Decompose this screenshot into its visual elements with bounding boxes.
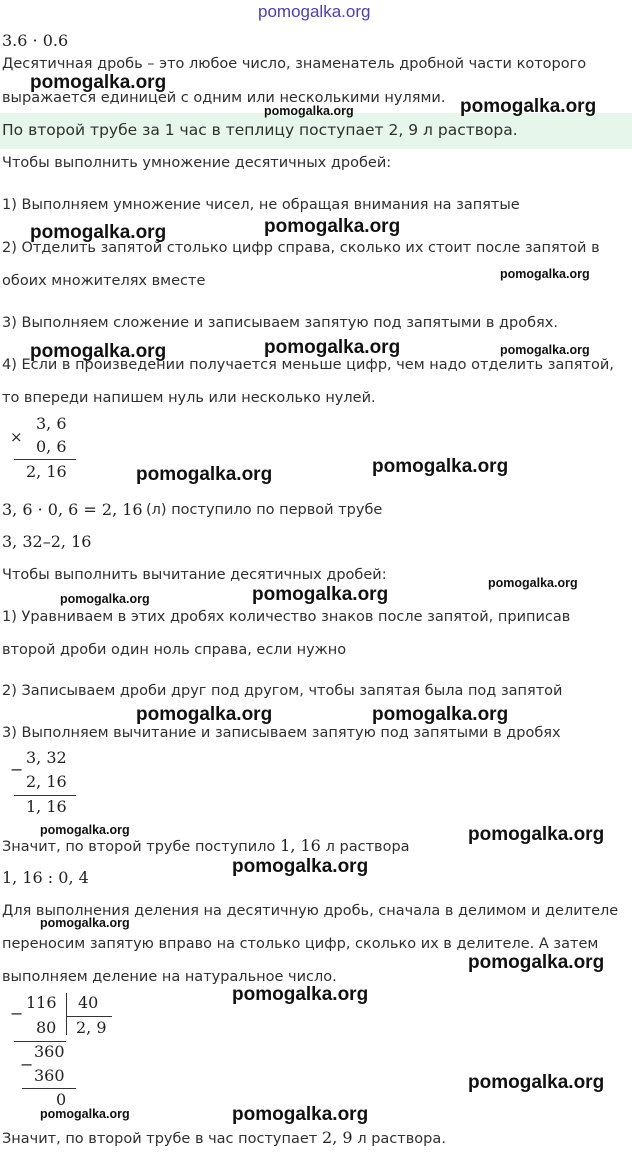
watermark: pomogalka.org <box>372 704 509 725</box>
multiply-step-2-line-2: обоих множителях вместе <box>2 273 206 289</box>
watermark: pomogalka.org <box>460 96 597 117</box>
final-conclusion-post: л раствора. <box>357 1131 446 1147</box>
watermark: pomogalka.org <box>500 267 590 281</box>
divide-rule-2 <box>22 1088 76 1089</box>
divide-remainder-1: 360 <box>34 1042 65 1061</box>
watermark: pomogalka.org <box>30 222 167 243</box>
divide-quotient: 2, 9 <box>76 1018 107 1037</box>
divide-line-2: переносим запятую вправо на столько цифр, сколько их в делителе. А затем <box>2 936 599 952</box>
divide-divisor: 40 <box>78 993 99 1012</box>
watermark: pomogalka.org <box>468 952 605 973</box>
watermark: pomogalka.org <box>136 464 273 485</box>
watermark: pomogalka.org <box>136 704 273 725</box>
watermark: pomogalka.org <box>468 824 605 845</box>
final-conclusion-pre: Значит, по второй трубе в час поступает <box>2 1131 318 1147</box>
multiply-operand-a: 3, 6 <box>36 414 67 433</box>
subtract-conclusion <box>2 836 410 855</box>
subtract-step-1-line-2: второй дроби один ноль справа, если нужно <box>2 642 347 658</box>
subtract-operand-a: 3, 32 <box>26 748 67 767</box>
expression-divide: 1, 16 : 0, 4 <box>2 868 89 887</box>
watermark: pomogalka.org <box>488 576 578 590</box>
subtract-conclusion-number: 1, 16 <box>280 836 321 855</box>
watermark: pomogalka.org <box>40 1107 130 1121</box>
multiply-equation-text: (л) поступило по первой трубе <box>146 502 383 518</box>
multiply-step-4-line-2: то впереди напишем нуль или несколько нулей. <box>2 390 376 406</box>
watermark: pomogalka.org <box>232 856 369 877</box>
subtract-step-1-line-1: 1) Уравниваем в этих дробях количество знаков после запятой, приписав <box>2 609 571 625</box>
divide-remainder-2: 0 <box>56 1090 67 1109</box>
expression-multiply: 3.6 · 0.6 <box>2 31 69 50</box>
watermark: pomogalka.org <box>40 916 130 930</box>
subtract-conclusion-pre: Значит, по второй трубе поступило <box>2 839 276 855</box>
subtract-operand-b: 2, 16 <box>26 772 67 791</box>
definition-line-2: выражается единицей с одним или несколькими нулями. <box>2 90 446 106</box>
multiply-step-2-line-1: 2) Отделить запятой столько цифр справа, сколько их стоит после запятой в <box>2 240 600 256</box>
multiply-intro: Чтобы выполнить умножение десятичных дробей: <box>2 155 392 171</box>
subtract-step-3: 3) Выполняем вычитание и записываем запятую под запятыми в дробях <box>2 725 561 741</box>
watermark: pomogalka.org <box>30 341 167 362</box>
divide-divisor-rule <box>66 1016 112 1017</box>
subtract-result: 1, 16 <box>26 797 67 816</box>
multiply-step-4-line-1: 4) Если в произведении получается меньше цифр, чем надо отделить запятой, <box>2 357 614 373</box>
watermark-top: pomogalka.org <box>258 2 371 21</box>
watermark: pomogalka.org <box>372 456 509 477</box>
watermark: pomogalka.org <box>232 984 369 1005</box>
multiply-sign: × <box>10 428 23 446</box>
divide-dividend: 116 <box>26 993 57 1012</box>
highlight-text: По второй трубе за 1 час в теплицу поступает 2, 9 л раствора. <box>2 121 518 139</box>
final-conclusion-number: 2, 9 <box>322 1128 353 1147</box>
watermark: pomogalka.org <box>60 592 150 606</box>
divide-minus-1: − <box>10 1004 24 1023</box>
divide-minus-2: − <box>20 1055 34 1074</box>
divide-subtrahend-2: 360 <box>34 1066 65 1085</box>
multiply-step-3: 3) Выполняем сложение и записываем запятую под запятыми в дробях. <box>2 315 558 331</box>
divide-line-3: выполняем деление на натуральное число. <box>2 969 337 985</box>
multiply-rule <box>14 459 76 460</box>
subtract-sign: − <box>10 760 24 779</box>
watermark: pomogalka.org <box>264 104 354 118</box>
subtract-intro: Чтобы выполнить вычитание десятичных дробей: <box>2 567 387 583</box>
watermark: pomogalka.org <box>264 337 401 358</box>
watermark: pomogalka.org <box>30 72 167 93</box>
multiply-step-1: 1) Выполняем умножение чисел, не обращая внимания на запятые <box>2 197 520 213</box>
watermark: pomogalka.org <box>500 343 590 357</box>
final-conclusion <box>2 1128 446 1147</box>
subtract-rule <box>14 795 76 796</box>
subtract-step-2: 2) Записываем дроби друг под другом, чтобы запятая была под запятой <box>2 683 563 699</box>
multiply-operand-b: 0, 6 <box>36 437 67 456</box>
definition-line-1: Десятичная дробь – это любое число, знаменатель дробной части которого <box>2 56 587 72</box>
watermark: pomogalka.org <box>232 1104 369 1125</box>
divide-vertical-rule <box>66 993 67 1035</box>
divide-subtrahend-1: 80 <box>36 1018 57 1037</box>
subtract-conclusion-post: л раствора <box>325 839 410 855</box>
watermark: pomogalka.org <box>468 1072 605 1093</box>
multiply-result: 2, 16 <box>26 462 67 481</box>
divide-line-1: Для выполнения деления на десятичную дробь, сначала в делимом и делителе <box>2 903 619 919</box>
expression-subtract: 3, 32–2, 16 <box>2 532 92 551</box>
multiply-equation: 3, 6 · 0, 6 = 2, 16 <box>2 500 143 519</box>
watermark: pomogalka.org <box>264 216 401 237</box>
watermark: pomogalka.org <box>40 823 130 837</box>
watermark: pomogalka.org <box>252 584 389 605</box>
